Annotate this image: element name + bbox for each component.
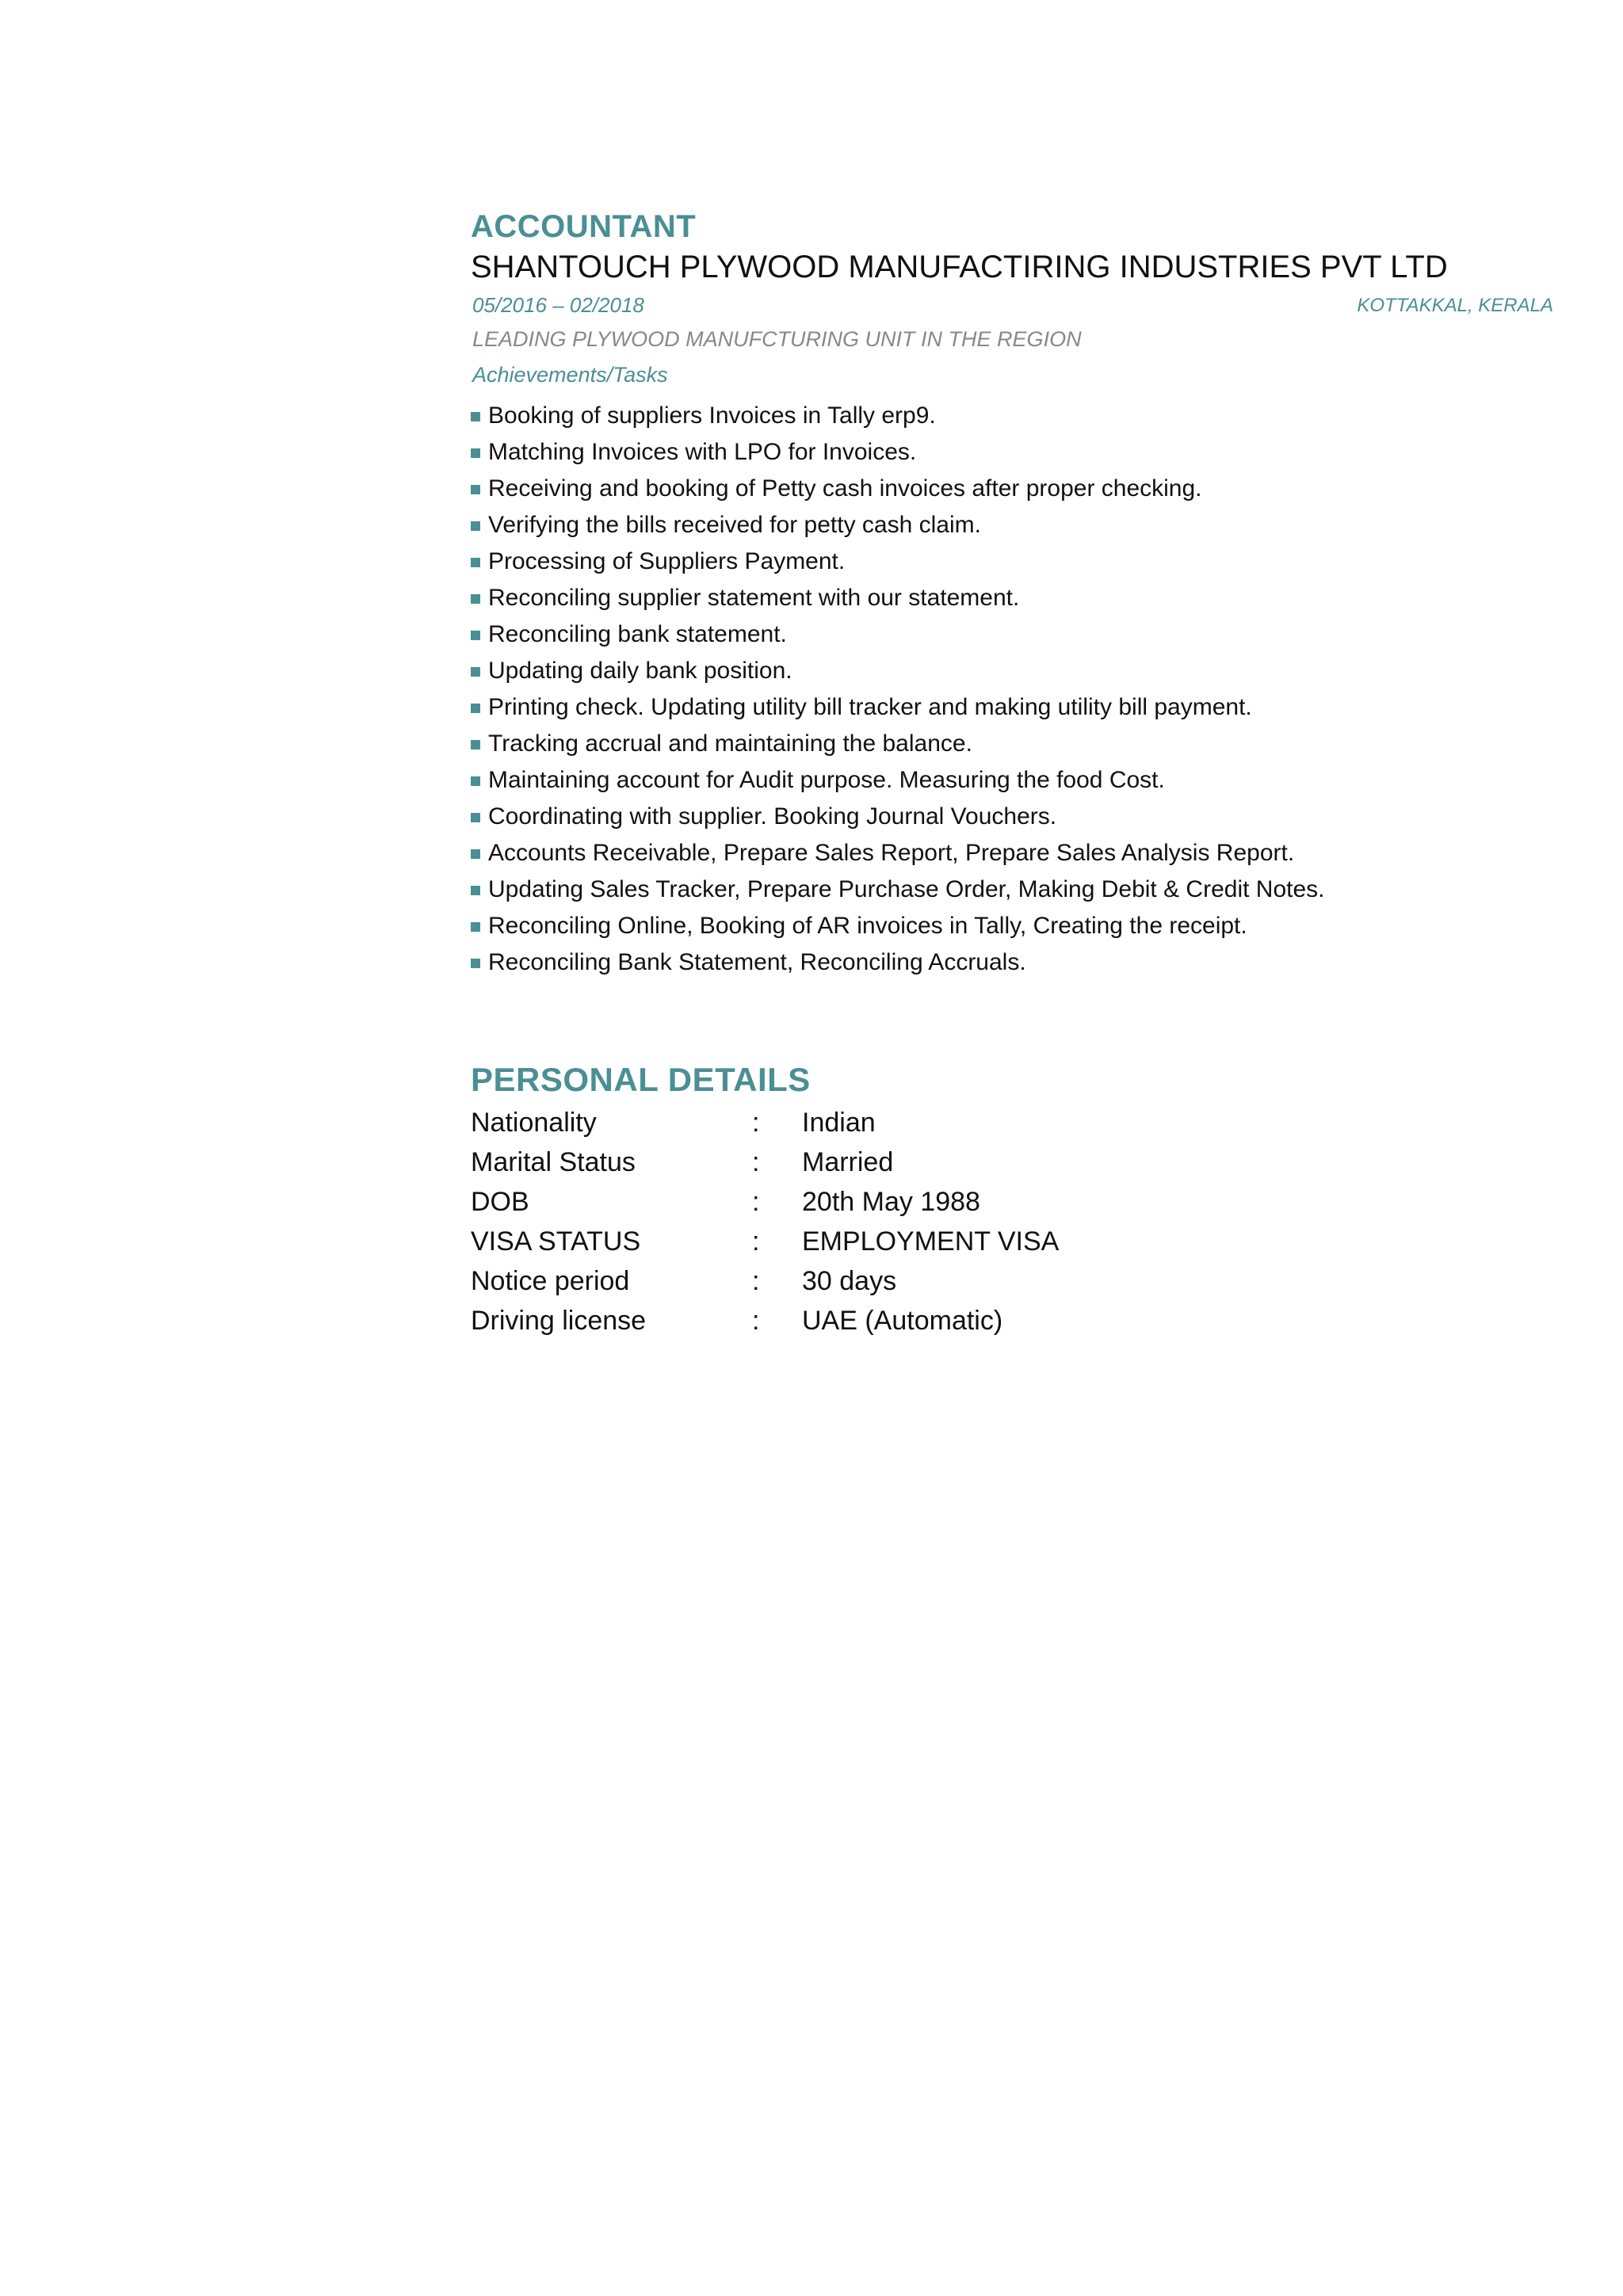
detail-value: 30 days <box>802 1266 897 1296</box>
task-item <box>471 871 1553 908</box>
job-location: KOTTAKKAL, KERALA <box>1357 295 1553 316</box>
task-item <box>471 580 1553 616</box>
detail-label: DOB <box>471 1187 529 1217</box>
square-bullet-icon <box>471 558 480 567</box>
square-bullet-icon <box>471 667 480 677</box>
task-text: Verifying the bills received for petty cash claim. <box>488 512 981 538</box>
detail-row-marital-status <box>471 1142 1553 1182</box>
task-text: Reconciling bank statement. <box>488 621 787 647</box>
task-item <box>471 398 1553 434</box>
task-text: Receiving and booking of Petty cash invoices after proper checking. <box>488 475 1202 502</box>
detail-separator: : <box>752 1226 760 1257</box>
task-item <box>471 908 1553 944</box>
square-bullet-icon <box>471 412 480 421</box>
task-text: Processing of Suppliers Payment. <box>488 548 846 574</box>
detail-value: UAE (Automatic) <box>802 1306 1003 1336</box>
square-bullet-icon <box>471 704 480 713</box>
task-item <box>471 835 1553 871</box>
detail-separator: : <box>752 1306 760 1336</box>
square-bullet-icon <box>471 813 480 822</box>
detail-row-dob <box>471 1182 1553 1222</box>
task-item <box>471 726 1553 762</box>
square-bullet-icon <box>471 740 480 749</box>
task-text: Booking of suppliers Invoices in Tally erp9. <box>488 402 936 429</box>
square-bullet-icon <box>471 922 480 932</box>
detail-separator: : <box>752 1187 760 1217</box>
task-item <box>471 616 1553 653</box>
task-text: Reconciling Bank Statement, Reconciling Accruals. <box>488 949 1026 975</box>
square-bullet-icon <box>471 776 480 786</box>
job-title: ACCOUNTANT <box>471 209 697 244</box>
task-text: Updating daily bank position. <box>488 658 792 684</box>
detail-label: Marital Status <box>471 1147 636 1177</box>
personal-details-table <box>471 1103 1553 1341</box>
job-meta-row <box>471 293 1553 320</box>
resume-content <box>471 208 1553 1341</box>
task-item <box>471 507 1553 543</box>
task-item <box>471 944 1553 981</box>
task-text: Accounts Receivable, Prepare Sales Report, Prepare Sales Analysis Report. <box>488 840 1295 866</box>
detail-value: EMPLOYMENT VISA <box>802 1226 1060 1257</box>
square-bullet-icon <box>471 448 480 458</box>
personal-details-title: PERSONAL DETAILS <box>471 1061 811 1098</box>
square-bullet-icon <box>471 594 480 604</box>
detail-label: Driving license <box>471 1306 647 1336</box>
square-bullet-icon <box>471 631 480 640</box>
detail-value: 20th May 1988 <box>802 1187 980 1217</box>
task-list <box>471 398 1553 981</box>
task-item <box>471 471 1553 507</box>
detail-row-driving-license <box>471 1301 1553 1341</box>
detail-label: Notice period <box>471 1266 630 1296</box>
square-bullet-icon <box>471 849 480 859</box>
square-bullet-icon <box>471 485 480 494</box>
task-item <box>471 543 1553 580</box>
company-name: SHANTOUCH PLYWOOD MANUFACTIRING INDUSTRIES PVT LTD <box>471 250 1448 284</box>
square-bullet-icon <box>471 886 480 895</box>
detail-row-nationality <box>471 1103 1553 1142</box>
detail-label: Nationality <box>471 1108 597 1138</box>
task-item <box>471 689 1553 726</box>
detail-label: VISA STATUS <box>471 1226 641 1257</box>
task-item <box>471 434 1553 471</box>
detail-value: Indian <box>802 1108 876 1138</box>
task-item <box>471 799 1553 835</box>
task-text: Coordinating with supplier. Booking Journal Vouchers. <box>488 803 1057 830</box>
task-text: Printing check. Updating utility bill tracker and making utility bill payment. <box>488 694 1252 720</box>
detail-separator: : <box>752 1108 760 1138</box>
employment-dates: 05/2016 – 02/2018 <box>472 293 644 317</box>
company-description: LEADING PLYWOOD MANUFCTURING UNIT IN THE REGION <box>472 327 1082 351</box>
task-item <box>471 762 1553 799</box>
task-text: Matching Invoices with LPO for Invoices. <box>488 439 917 465</box>
detail-separator: : <box>752 1266 760 1296</box>
detail-row-visa-status <box>471 1222 1553 1261</box>
achievements-label: Achievements/Tasks <box>472 363 668 387</box>
detail-separator: : <box>752 1147 760 1177</box>
task-item <box>471 653 1553 689</box>
task-text: Reconciling supplier statement with our statement. <box>488 585 1020 611</box>
detail-row-notice-period <box>471 1261 1553 1301</box>
task-text: Reconciling Online, Booking of AR invoices in Tally, Creating the receipt. <box>488 913 1247 939</box>
task-text: Updating Sales Tracker, Prepare Purchase Order, Making Debit & Credit Notes. <box>488 876 1325 902</box>
detail-value: Married <box>802 1147 894 1177</box>
task-text: Maintaining account for Audit purpose. Measuring the food Cost. <box>488 767 1165 793</box>
task-text: Tracking accrual and maintaining the balance. <box>488 730 972 757</box>
square-bullet-icon <box>471 521 480 531</box>
square-bullet-icon <box>471 959 480 968</box>
